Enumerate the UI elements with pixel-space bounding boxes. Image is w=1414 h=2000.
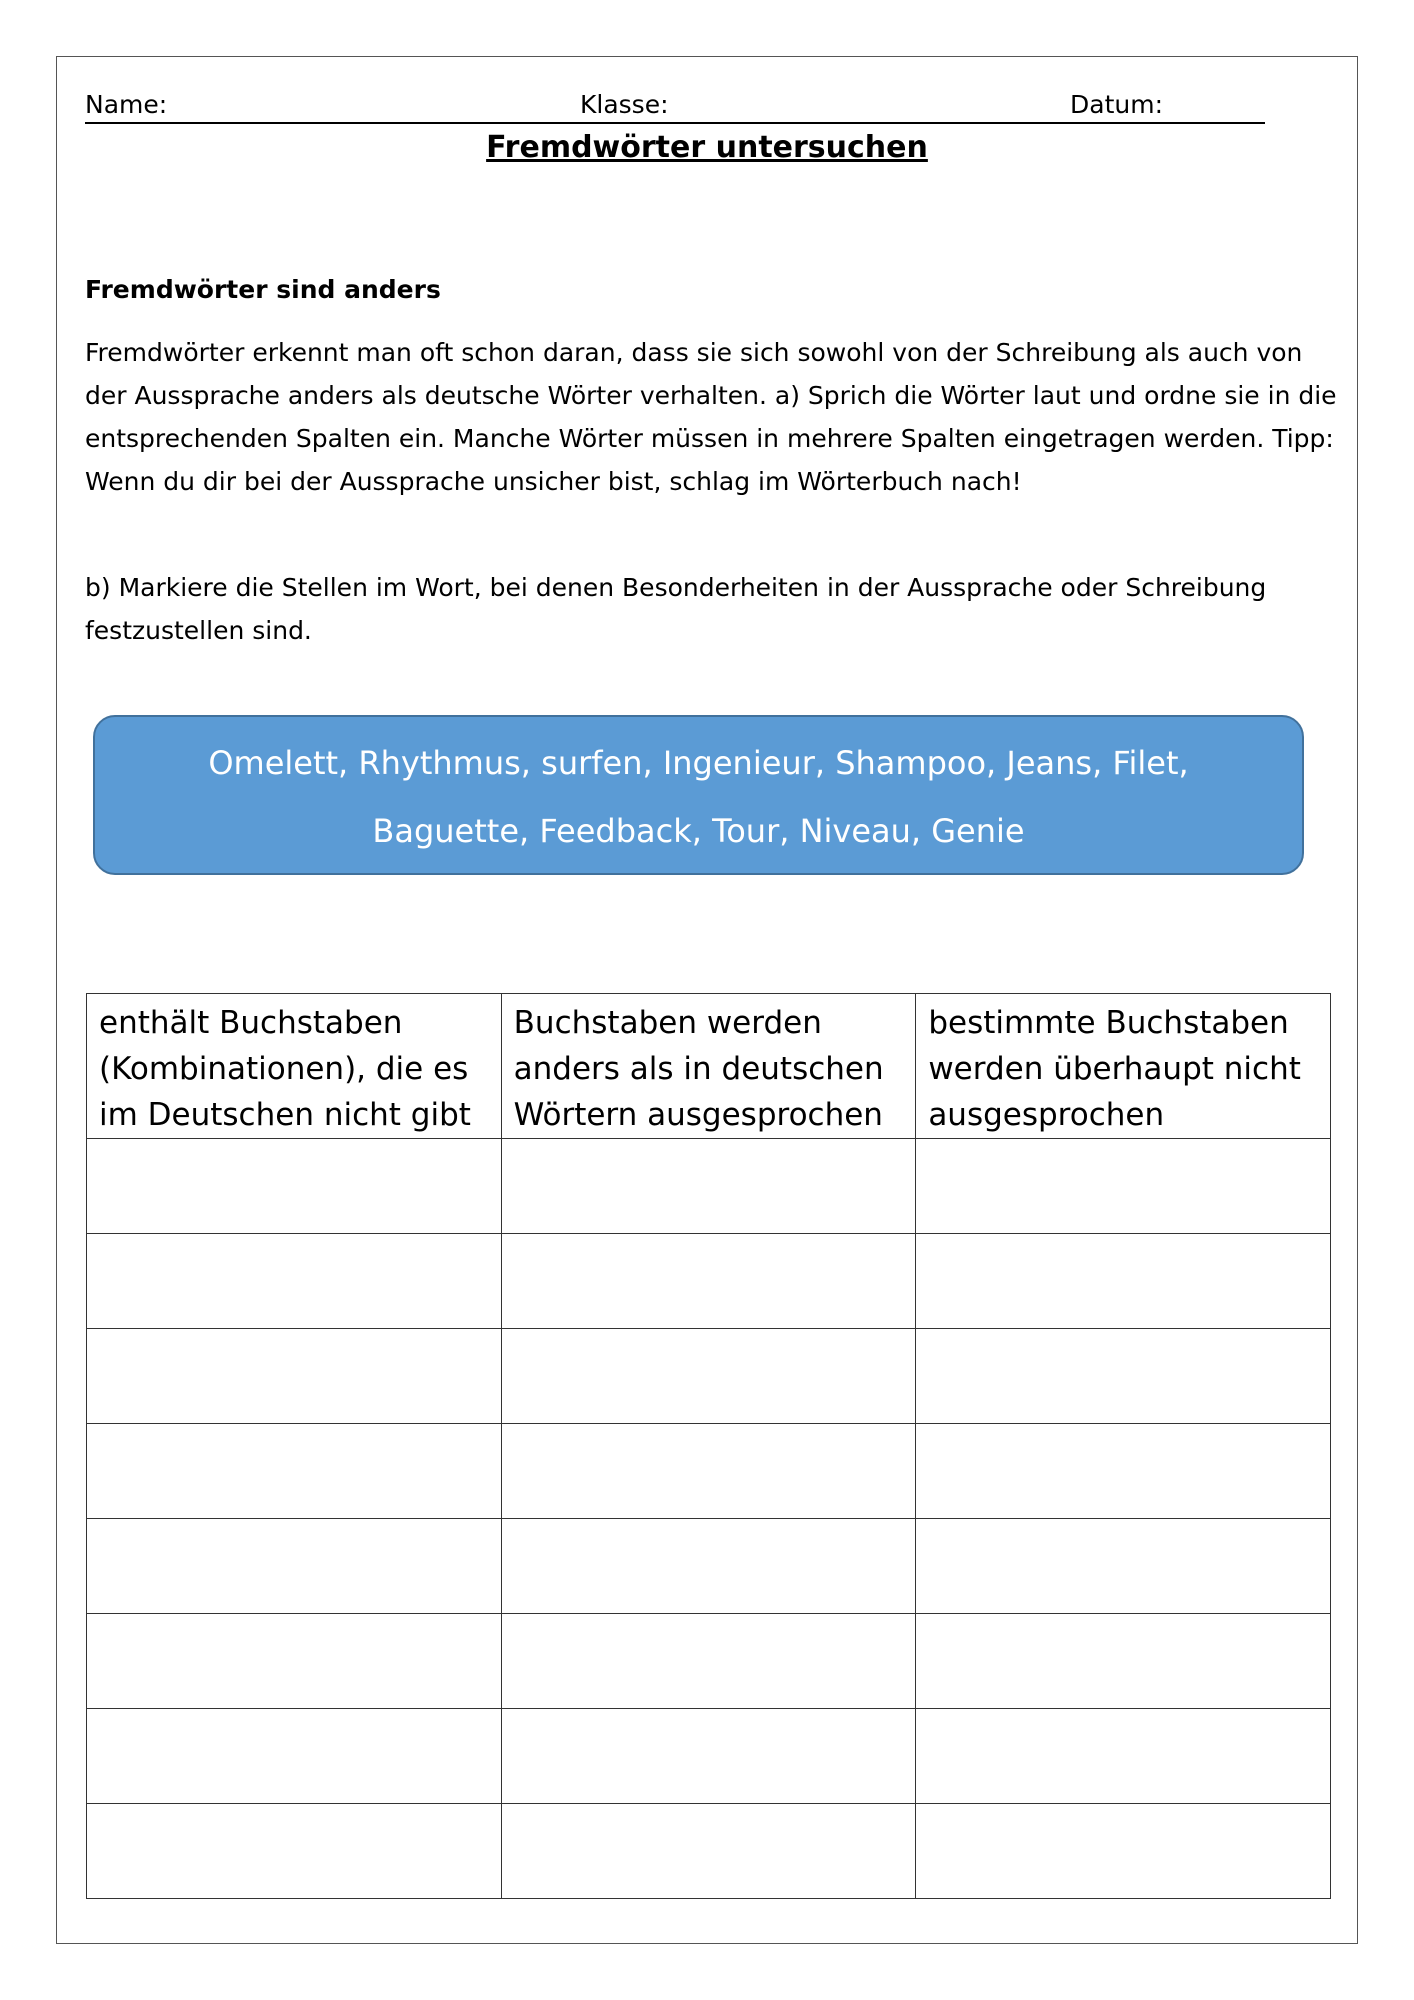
instruction-paragraph-a: Fremdwörter erkennt man oft schon daran, dass sie sich sowohl von der Schreibung als auch von der Aussprache anders als deutsche Wörter verhalten. a) Sprich die Wörter laut und ordne sie in die entsprechenden Spalten ein. Manche Wörter müssen in mehrere Spalten eingetragen werden. Tipp: Wenn du dir bei der Aussprache unsicher bist, schlag im Wörterbuch nach!: [85, 338, 1337, 496]
table-row: [87, 1424, 1331, 1519]
table-row: [87, 1709, 1331, 1804]
table-cell[interactable]: [916, 1329, 1331, 1424]
table-cell[interactable]: [501, 1424, 916, 1519]
table-cell[interactable]: [916, 1234, 1331, 1329]
table-cell[interactable]: [501, 1709, 916, 1804]
table-cell[interactable]: [916, 1139, 1331, 1234]
table-cell[interactable]: [916, 1614, 1331, 1709]
table-cell[interactable]: [916, 1424, 1331, 1519]
table-cell[interactable]: [87, 1329, 502, 1424]
instruction-paragraph-b: b) Markiere die Stellen im Wort, bei denen Besonderheiten in der Aussprache oder Schreibung festzustellen sind.: [85, 573, 1267, 645]
table-row: [87, 1519, 1331, 1614]
table-cell[interactable]: [501, 1234, 916, 1329]
word-list-box: [93, 715, 1304, 875]
table-row: [87, 1139, 1331, 1234]
table-cell[interactable]: [501, 1804, 916, 1899]
table-row: [87, 1234, 1331, 1329]
table-cell[interactable]: [501, 1519, 916, 1614]
name-label: Name:: [85, 90, 168, 119]
worksheet-title: Fremdwörter untersuchen: [486, 130, 928, 165]
date-label: Datum:: [1070, 90, 1163, 119]
table-cell[interactable]: [501, 1614, 916, 1709]
column-header-silent-letters: bestimmte Buchstaben werden überhaupt nicht ausgesprochen: [916, 994, 1331, 1139]
class-label: Klasse:: [580, 90, 669, 119]
table-cell[interactable]: [87, 1614, 502, 1709]
table-row: [87, 1804, 1331, 1899]
table-header-row: [87, 994, 1331, 1139]
table-cell[interactable]: [87, 1234, 502, 1329]
word-list-line-1: Omelett, Rhythmus, surfen, Ingenieur, Shampoo, Jeans, Filet,: [208, 744, 1189, 782]
worksheet-header: [85, 88, 1265, 124]
column-header-special-letters: enthält Buchstaben (Kombinationen), die es im Deutschen nicht gibt: [87, 994, 502, 1139]
table-cell[interactable]: [916, 1709, 1331, 1804]
table-cell[interactable]: [87, 1424, 502, 1519]
table-row: [87, 1614, 1331, 1709]
table-body: [87, 1139, 1331, 1899]
section-heading: Fremdwörter sind anders: [85, 275, 441, 304]
table-cell[interactable]: [87, 1519, 502, 1614]
table-cell[interactable]: [87, 1709, 502, 1804]
table-cell[interactable]: [916, 1804, 1331, 1899]
table-cell[interactable]: [87, 1139, 502, 1234]
sorting-table: [86, 993, 1331, 1899]
column-header-different-pronunciation: Buchstaben werden anders als in deutschen Wörtern ausgesprochen: [501, 994, 916, 1139]
word-list-line-2: Baguette, Feedback, Tour, Niveau, Genie: [372, 812, 1025, 850]
table-cell[interactable]: [501, 1139, 916, 1234]
table-cell[interactable]: [87, 1804, 502, 1899]
table-row: [87, 1329, 1331, 1424]
table-cell[interactable]: [916, 1519, 1331, 1614]
table-cell[interactable]: [501, 1329, 916, 1424]
